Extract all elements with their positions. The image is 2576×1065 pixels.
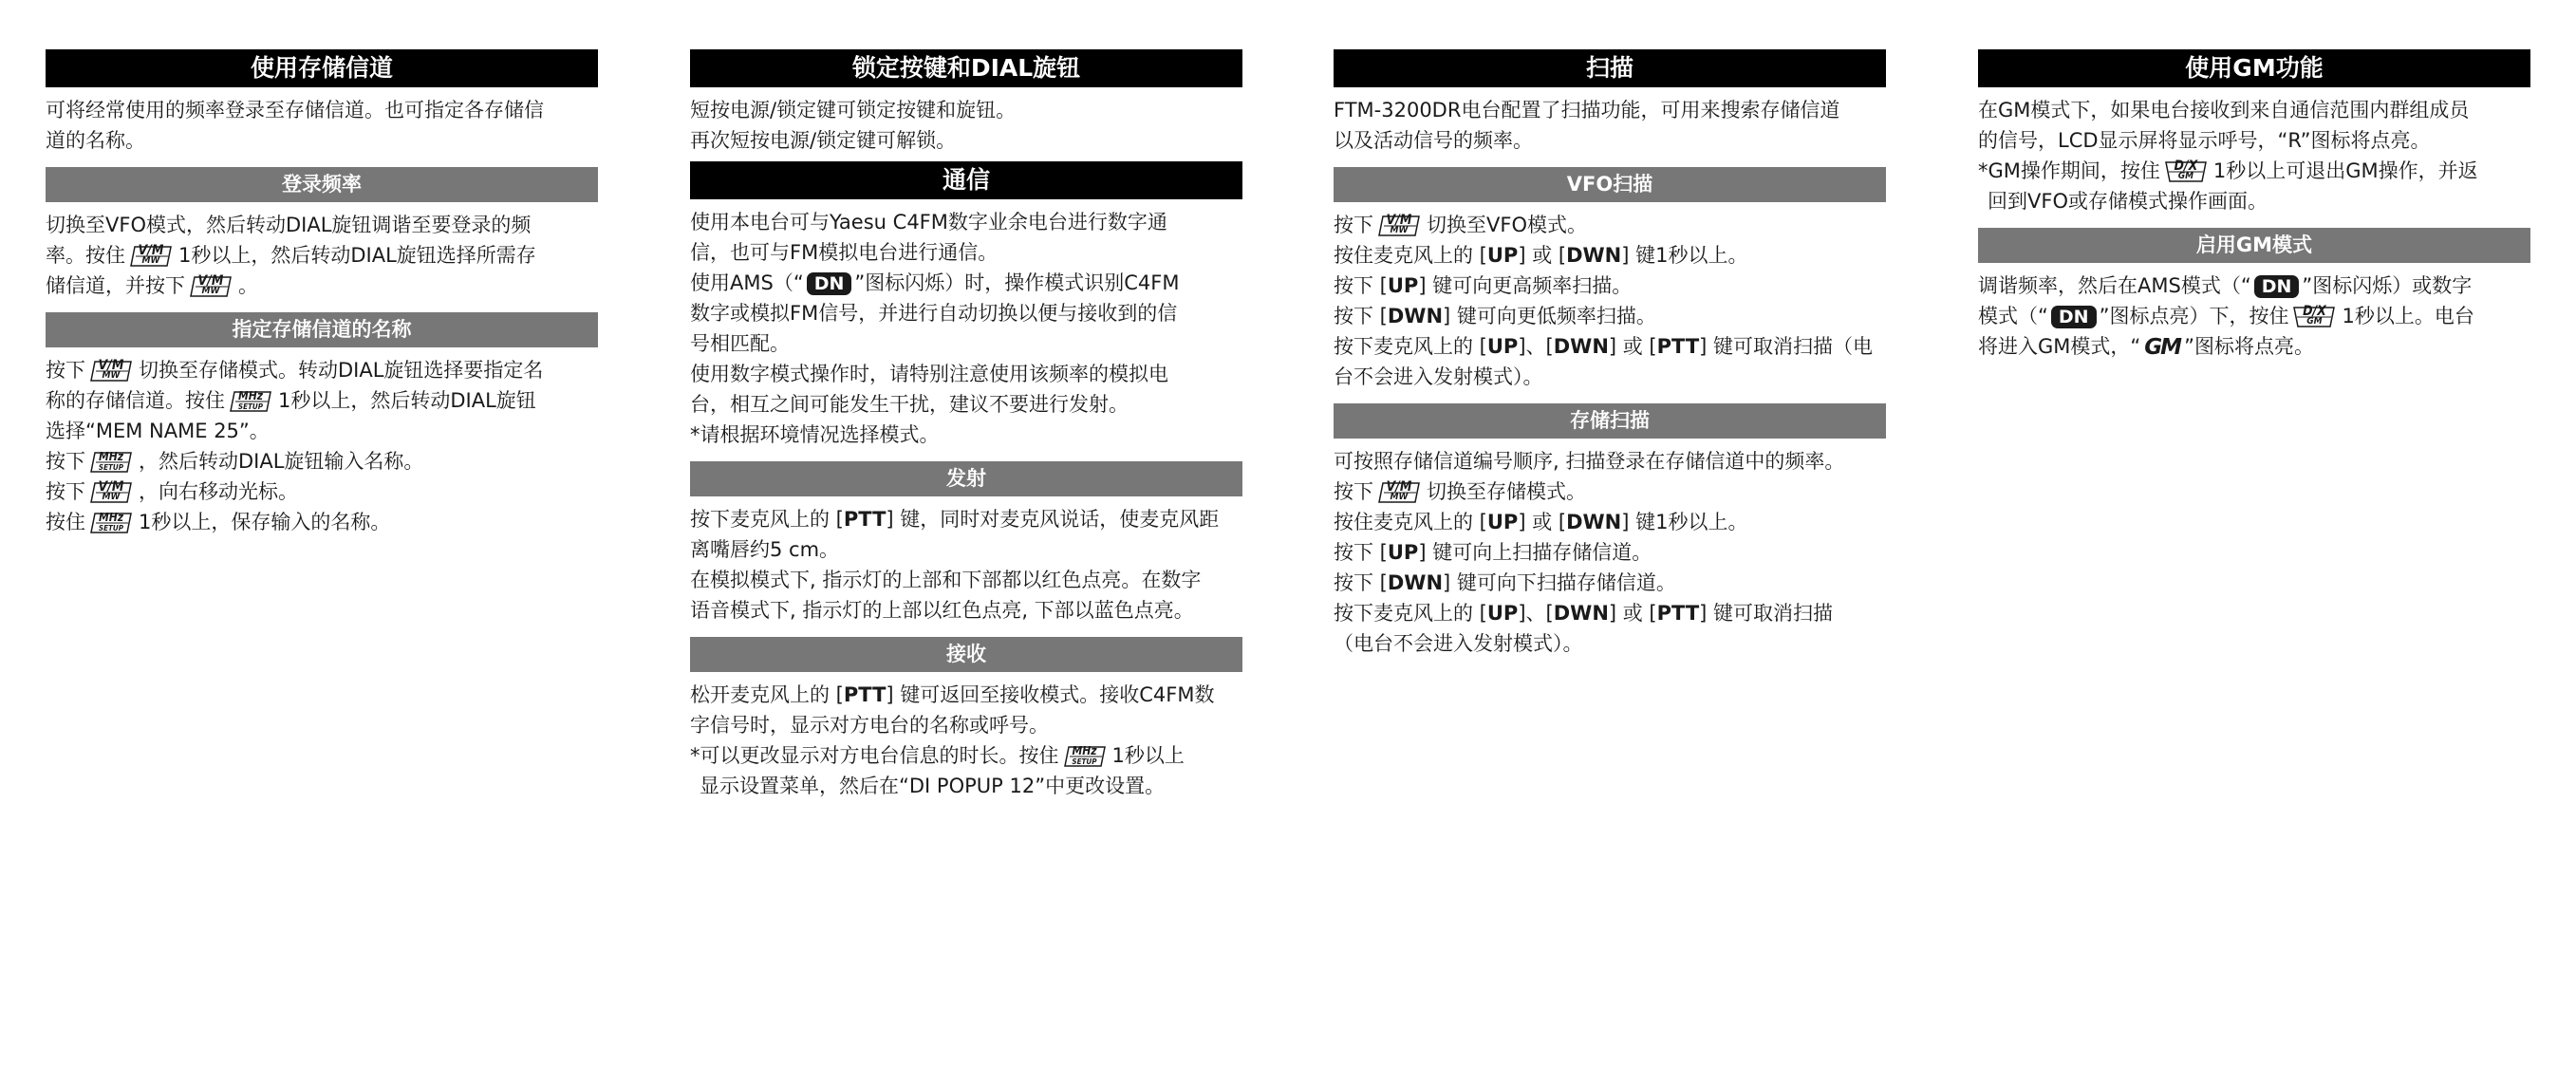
paragraph: 使用本电台可与Yaesu C4FM数字业余电台进行数字通 [690,211,1167,234]
column-scan [1334,49,1886,659]
paragraph: 按下麦克风上的 [PTT] 键，同时对麦克风说话，使麦克风距 [690,508,1220,531]
mhz-setup-key-icon: MHz SETUP [89,512,133,534]
paragraph: 可按照存储信道编号顺序, 扫描登录在存储信道中的频率。 [1334,450,1845,473]
subsection-title: 指定存储信道的名称 [46,312,598,347]
dx-gm-key-icon: D/X GM [2292,306,2336,328]
subsection-title: 启用GM模式 [1978,228,2530,263]
column-memory-channels [46,49,598,537]
paragraph: 使用AMS（“ DN ”图标闪烁）时，操作模式识别C4FM [690,271,1180,294]
paragraph: 道的名称。 [46,129,145,152]
paragraph: 按下 [DWN] 键可向更低频率扫描。 [1334,305,1656,327]
paragraph: 数字或模拟FM信号，并进行自动切换以便与接收到的信 [690,302,1178,325]
paragraph: 率。按住 V/M MW 1秒以上，然后转动DIAL旋钮选择所需存 [46,243,536,267]
paragraph: 按住麦克风上的 [UP] 或 [DWN] 键1秒以上。 [1334,244,1748,267]
gm-icon: GM [2144,335,2181,360]
paragraph: 台，相互之间可能发生干扰，建议不要进行发射。 [690,393,1129,416]
dx-gm-key-icon: D/X GM [2164,160,2208,183]
paragraph: 短按电源/锁定键可锁定按键和旋钮。 [690,99,1017,121]
paragraph: 回到VFO或存储模式操作画面。 [1988,190,2268,213]
dn-icon: DN [2254,275,2300,298]
paragraph: 台不会进入发射模式）。 [1334,365,1543,388]
paragraph: 可将经常使用的频率登录至存储信道。也可指定各存储信 [46,99,544,121]
vm-key-icon: V/M MW [89,481,133,504]
paragraph: 按住 MHz SETUP 1秒以上，保存输入的名称。 [46,511,391,533]
subsection-title: 发射 [690,461,1242,496]
mhz-setup-key-icon: MHz SETUP [89,451,133,474]
vm-key-icon: V/M MW [1377,481,1421,504]
paragraph: 模式（“ DN ”图标点亮）下，按住 D/X GM 1秒以上。电台 [1978,304,2474,327]
mhz-setup-key-icon: MHz SETUP [1063,745,1107,768]
paragraph: 信，也可与FM模拟电台进行通信。 [690,241,999,264]
paragraph: 按下 V/M MW ，向右移动光标。 [46,479,298,503]
paragraph: 按下 V/M MW 切换至存储模式。转动DIAL旋钮选择要指定名 [46,358,544,382]
subsection-title: 存储扫描 [1334,403,1886,439]
paragraph: 储信道，并按下 V/M MW 。 [46,273,258,297]
section-title: 使用存储信道 [46,49,598,87]
dn-icon: DN [2051,306,2097,328]
paragraph: 以及活动信号的频率。 [1334,129,1533,152]
paragraph: 按下 [UP] 键可向更高频率扫描。 [1334,274,1633,297]
paragraph: 的信号，LCD显示屏将显示呼号，“R”图标将点亮。 [1978,129,2431,152]
paragraph: 字信号时，显示对方电台的名称或呼号。 [690,714,1049,737]
paragraph: FTM-3200DR电台配置了扫描功能，可用来搜索存储信道 [1334,99,1840,121]
mhz-setup-key-icon: MHz SETUP [229,390,272,413]
subsection-title: 接收 [690,637,1242,672]
section-title: 扫描 [1334,49,1886,87]
paragraph: 按下 MHz SETUP ，然后转动DIAL旋钮输入名称。 [46,450,424,473]
section-title: 通信 [690,161,1242,199]
paragraph: 使用数字模式操作时，请特别注意使用该频率的模拟电 [690,363,1168,385]
paragraph: 再次短按电源/锁定键可解锁。 [690,129,957,152]
paragraph: 按下 [UP] 键可向上扫描存储信道。 [1334,541,1652,564]
column-lock-and-communication [690,49,1242,801]
paragraph: 称的存储信道。按住 MHz SETUP 1秒以上，然后转动DIAL旋钮 [46,389,536,412]
vm-key-icon: V/M MW [89,360,133,383]
paragraph: *可以更改显示对方电台信息的时长。按住 MHz SETUP 1秒以上 [690,744,1185,767]
paragraph: 语音模式下, 指示灯的上部以红色点亮, 下部以蓝色点亮。 [690,599,1194,622]
paragraph: 在模拟模式下, 指示灯的上部和下部都以红色点亮。在数字 [690,569,1202,591]
subsection-title: VFO扫描 [1334,167,1886,202]
paragraph: 调谐频率，然后在AMS模式（“ DN ”图标闪烁）或数字 [1978,274,2473,297]
paragraph: 切换至VFO模式，然后转动DIAL旋钮调谐至要登录的频 [46,214,532,236]
dn-icon: DN [807,272,852,295]
section-title: 使用GM功能 [1978,49,2530,87]
vm-key-icon: V/M MW [1377,215,1421,237]
paragraph: 号相匹配。 [690,332,790,355]
column-gm-function [1978,49,2530,363]
paragraph: 选择“MEM NAME 25”。 [46,420,270,442]
paragraph: 松开麦克风上的 [PTT] 键可返回至接收模式。接收C4FM数 [690,683,1215,706]
subsection-title: 登录频率 [46,167,598,202]
vm-key-icon: V/M MW [189,275,233,298]
paragraph: 在GM模式下，如果电台接收到来自通信范围内群组成员 [1978,99,2470,121]
paragraph: 按下 V/M MW 切换至存储模式。 [1334,479,1586,503]
vm-key-icon: V/M MW [129,245,173,268]
paragraph: 显示设置菜单，然后在“DI POPUP 12”中更改设置。 [700,775,1166,797]
paragraph: 按下 V/M MW 切换至VFO模式。 [1334,213,1587,236]
paragraph: *GM操作期间，按住 D/X GM 1秒以上可退出GM操作，并返 [1978,159,2478,182]
paragraph: *请根据环境情况选择模式。 [690,423,940,446]
paragraph: 离嘴唇约5 cm。 [690,538,840,561]
section-title: 锁定按键和DIAL旋钮 [690,49,1242,87]
paragraph: 按住麦克风上的 [UP] 或 [DWN] 键1秒以上。 [1334,511,1748,533]
paragraph: （电台不会进入发射模式）。 [1334,632,1583,655]
paragraph: 将进入GM模式，“ GM ”图标将点亮。 [1978,331,2530,363]
paragraph: 按下 [DWN] 键可向下扫描存储信道。 [1334,571,1676,594]
paragraph: 按下麦克风上的 [UP]、[DWN] 或 [PTT] 键可取消扫描（电 [1334,335,1874,358]
paragraph: 按下麦克风上的 [UP]、[DWN] 或 [PTT] 键可取消扫描 [1334,602,1834,625]
